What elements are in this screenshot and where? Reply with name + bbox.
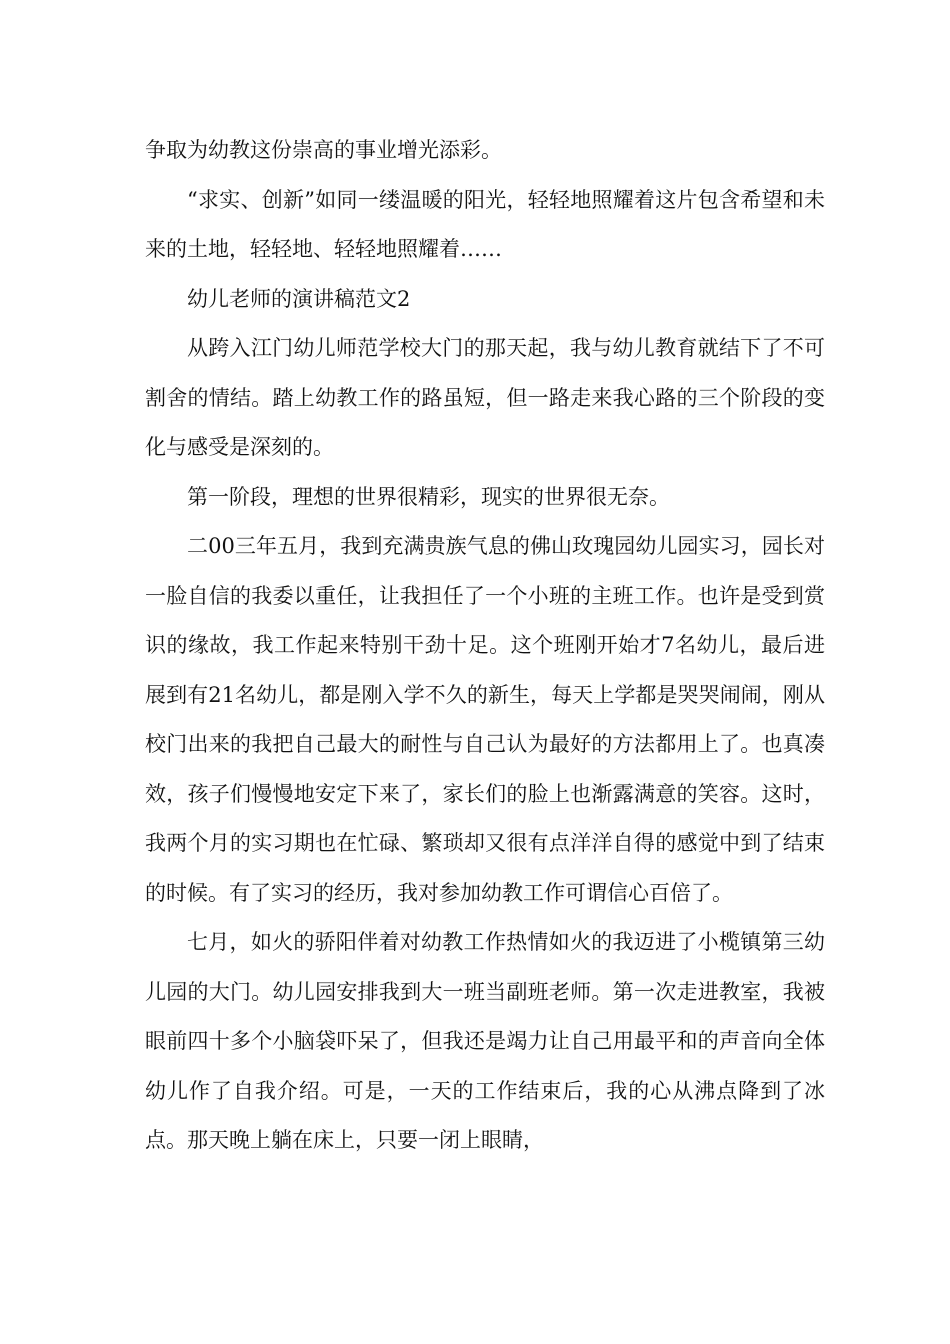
paragraph: 从跨入江门幼儿师范学校大门的那天起，我与幼儿教育就结下了不可割舍的情结。踏上幼教工作的路虽短，但一路走来我心路的三个阶段的变化与感受是深刻的。: [145, 336, 825, 459]
paragraph-continuation: 争取为幼教这份崇高的事业增光添彩。: [145, 138, 502, 162]
section-heading: 幼儿老师的演讲稿范文2: [187, 286, 411, 311]
paragraph: “求实、创新”如同一缕温暖的阳光，轻轻地照耀着这片包含希望和未来的土地，轻轻地、轻轻地照耀着……: [145, 187, 825, 261]
paragraph: 第一阶段，理想的世界很精彩，现实的世界很无奈。: [187, 484, 670, 509]
document-body: [145, 126, 825, 1166]
paragraph: 七月，如火的骄阳伴着对幼教工作热情如火的我迈进了小榄镇第三幼儿园的大门。幼儿园安排我到大一班当副班老师。第一次走进教室，我被眼前四十多个小脑袋吓呆了，但我还是竭力让自己用最平和的声音向全体幼儿作了自我介绍。可是，一天的工作结束后，我的心从沸点降到了冰点。那天晚上躺在床上，只要一闭上眼睛，: [145, 930, 825, 1152]
paragraph: 二00三年五月，我到充满贵族气息的佛山玫瑰园幼儿园实习，园长对一脸自信的我委以重任，让我担任了一个小班的主班工作。也许是受到赏识的缘故，我工作起来特别干劲十足。这个班刚开始才7名幼儿，最后进展到有21名幼儿，都是刚入学不久的新生，每天上学都是哭哭闹闹，刚从校门出来的我把自己最大的耐性与自己认为最好的方法都用上了。也真凑效，孩子们慢慢地安定下来了，家长们的脸上也渐露满意的笑容。这时，我两个月的实习期也在忙碌、繁琐却又很有点洋洋自得的感觉中到了结束的时候。有了实习的经历，我对参加幼教工作可谓信心百倍了。: [145, 534, 825, 905]
